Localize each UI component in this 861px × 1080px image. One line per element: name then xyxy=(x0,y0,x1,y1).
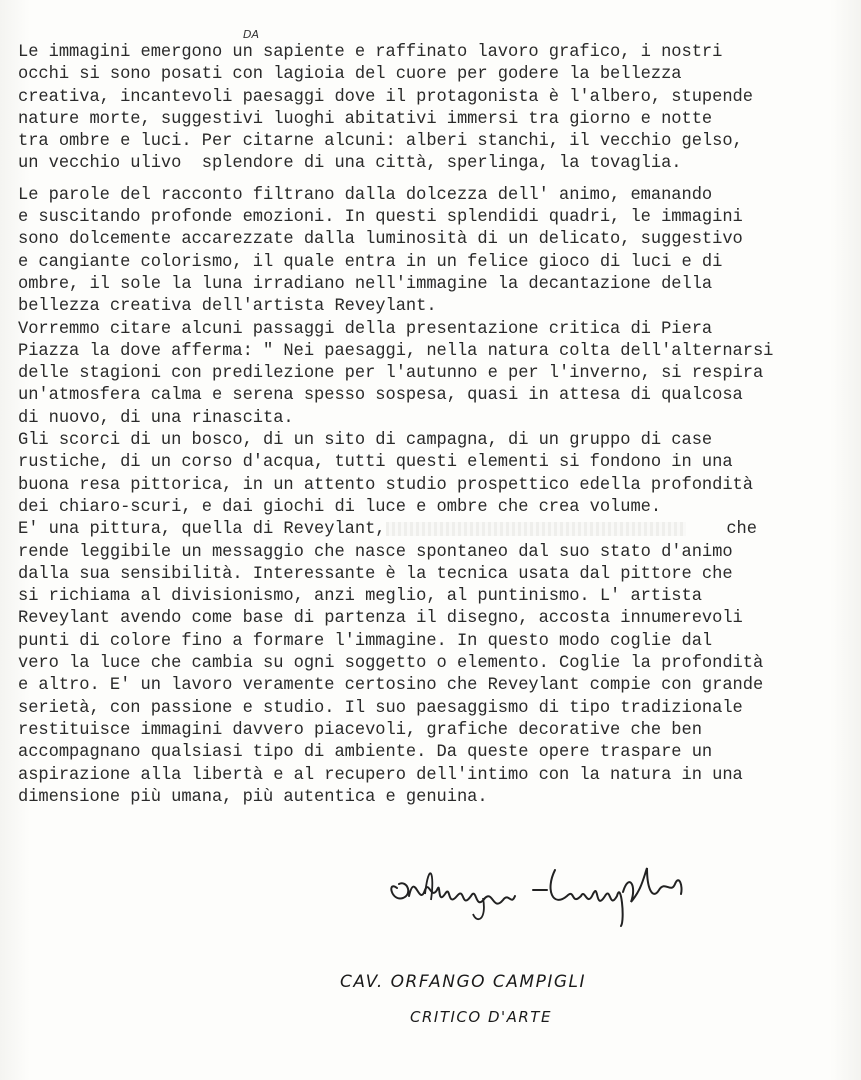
text-line: punti di colore fino a formare l'immagine. In questo modo coglie dal xyxy=(18,631,713,651)
text-line: Le parole del racconto filtrano dalla dolcezza dell' animo, emanando xyxy=(18,185,713,205)
text-line: dimensione più umana, più autentica e genuina. xyxy=(18,787,488,807)
text-line: bellezza creativa dell'artista Reveylant. xyxy=(18,297,437,317)
text-line: ombre, il sole la luna irradiano nell'immagine la decantazione della xyxy=(18,274,713,294)
text-line: e cangiante colorismo, il quale entra in un felice gioco di luci e di xyxy=(18,252,723,272)
paragraph-3 xyxy=(18,519,848,809)
text-line: sono dolcemente accarezzate dalla luminosità di un delicato, suggestivo xyxy=(18,230,743,250)
text-line: tra ombre e luci. Per citarne alcuni: alberi stanchi, il vecchio gelso, xyxy=(18,132,743,152)
text-fragment: che xyxy=(726,520,757,540)
text-line: buona resa pittorica, in un attento studio prospettico edella profondità xyxy=(18,475,753,495)
body-text xyxy=(18,42,848,809)
text-line: Piazza la dove afferma: " Nei paesaggi, nella natura colta dell'alternarsi xyxy=(18,341,774,361)
text-line: e suscitando profonde emozioni. In questi splendidi quadri, le immagini xyxy=(18,208,743,228)
text-line: vero la luce che cambia su ogni soggetto o elemento. Coglie la profondità xyxy=(18,654,764,674)
text-line: di nuovo, di una rinascita. xyxy=(18,408,294,428)
text-line: si richiama al divisionismo, anzi meglio, al puntinismo. L' artista xyxy=(18,587,702,607)
text-line: e altro. E' un lavoro veramente certosino che Reveylant compie con grande xyxy=(18,676,764,696)
signatory-name: CAV. ORFANGO CAMPIGLI xyxy=(340,972,587,992)
signatory-block xyxy=(340,972,587,1026)
text-line: un'atmosfera calma e serena spesso sospesa, quasi in attesa di qualcosa xyxy=(18,386,743,406)
text-line: delle stagioni con predilezione per l'autunno e per l'inverno, si respira xyxy=(18,364,764,384)
paragraph-1 xyxy=(18,42,848,176)
text-line xyxy=(18,519,848,541)
handwritten-correction: DA xyxy=(243,28,259,41)
paragraph-2 xyxy=(18,185,848,519)
text-line: rende leggibile un messaggio che nasce spontaneo dal suo stato d'animo xyxy=(18,542,733,562)
text-line: aspirazione alla libertà e al recupero dell'intimo con la natura in una xyxy=(18,765,743,785)
text-line: accompagnano qualsiasi tipo di ambiente. Da queste opere traspare un xyxy=(18,743,713,763)
text-line: Le immagini emergono un sapiente e raffinato lavoro grafico, i nostri xyxy=(18,43,723,62)
text-line: un vecchio ulivo splendore di una città, sperlinga, la tovaglia. xyxy=(18,154,682,174)
text-line: occhi si sono posati con lagioia del cuore per godere la bellezza xyxy=(18,65,682,85)
handwritten-signature xyxy=(385,850,705,930)
text-line: creativa, incantevoli paesaggi dove il protagonista è l'albero, stupende xyxy=(18,87,753,107)
text-line: Reveylant avendo come base di partenza il disegno, accosta innumerevoli xyxy=(18,609,743,629)
text-line: restituisce immagini davvero piacevoli, grafiche decorative che ben xyxy=(18,720,702,740)
text-line: dei chiaro-scuri, e dai giochi di luce e ombre che crea volume. xyxy=(18,497,662,517)
text-line: dalla sua sensibilità. Interessante è la tecnica usata dal pittore che xyxy=(18,564,733,584)
text-line: serietà, con passione e studio. Il suo paesaggismo di tipo tradizionale xyxy=(18,698,743,718)
text-line: Gli scorci di un bosco, di un sito di campagna, di un gruppo di case xyxy=(18,431,713,451)
redacted-area xyxy=(386,522,686,536)
signatory-role: CRITICO D'ARTE xyxy=(410,1008,552,1026)
text-line: Vorremmo citare alcuni passaggi della presentazione critica di Piera xyxy=(18,319,713,339)
text-line: nature morte, suggestivi luoghi abitativi immersi tra giorno e notte xyxy=(18,109,713,129)
text-line: rustiche, di un corso d'acqua, tutti questi elementi si fondono in una xyxy=(18,453,733,473)
text-fragment: E' una pittura, quella di Reveylant, xyxy=(18,520,386,540)
